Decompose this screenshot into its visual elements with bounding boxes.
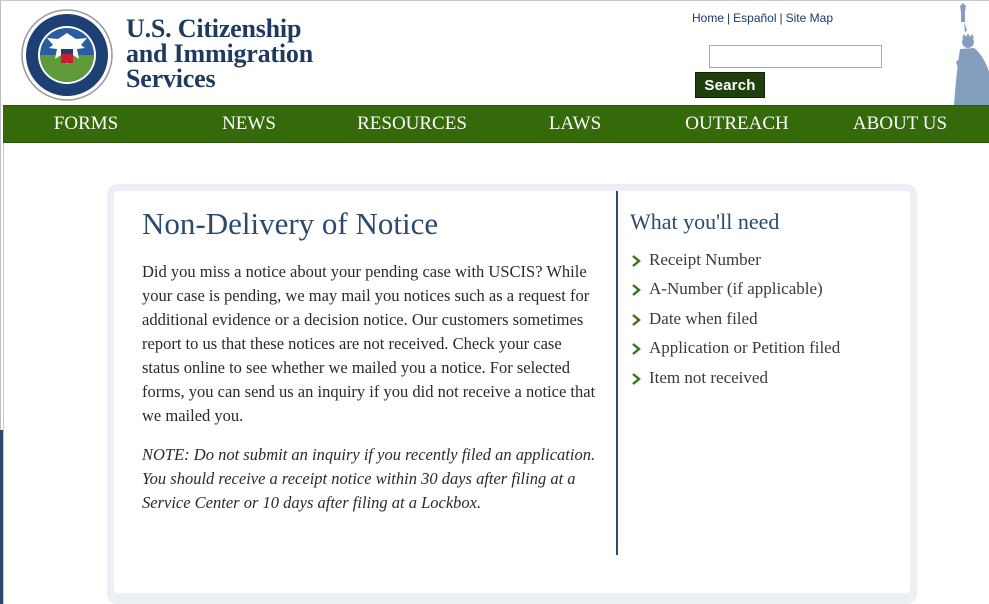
brand-line-1: U.S. Citizenship [126,14,302,43]
utility-links [692,11,833,25]
nav-laws[interactable]: LAWS [548,113,602,134]
dhs-seal-icon[interactable] [21,9,113,101]
brand-line-2: and Immigration [126,39,313,68]
statue-of-liberty-icon [938,2,989,105]
nav-resources[interactable]: RESOURCES [357,113,467,134]
home-link[interactable]: Home [692,11,725,25]
main-nav [3,105,989,143]
agency-name[interactable] [126,16,313,91]
note-paragraph: NOTE: Do not submit an inquiry if you recently filed an application. You should receive a receipt notice within 30 days after filing at a Service Center or 10 days after filing at a Lockbox. [142,445,596,512]
chevron-right-icon [631,373,641,385]
list-item-label: Date when filed [649,308,758,328]
chevron-right-icon [631,314,641,326]
list-item [630,306,840,335]
column-divider [616,191,618,555]
list-item-label: Application or Petition filed [649,338,841,358]
left-accent-bar [0,430,3,604]
intro-paragraph: Did you miss a notice about your pending case with USCIS? While your case is pending, we may mail you notices such as a request for additional evidence or a decision notice. Our customers sometimes report to us that these notices are not received. Check your case status online to see whether we mailed you a notice. For selected forms, you can send us an inquiry if you did not receive a notice that we mailed you. [142,262,596,425]
nav-about-us[interactable]: ABOUT US [852,113,948,134]
nav-outreach[interactable]: OUTREACH [685,113,789,134]
list-item [630,247,840,276]
chevron-right-icon [631,255,641,267]
chevron-right-icon [631,343,641,355]
list-item-label: A-Number (if applicable) [649,279,823,299]
search-input[interactable] [709,45,882,68]
requirements-list [630,247,840,394]
list-item-label: Receipt Number [649,250,761,269]
list-item [630,276,840,305]
espanol-link[interactable]: Español [733,11,777,25]
separator: | [779,11,783,25]
chevron-right-icon [631,284,641,296]
list-item [630,335,840,364]
nav-forms[interactable]: FORMS [53,113,119,134]
top-border [0,0,989,1]
page-title: Non-Delivery of Notice [142,206,439,241]
nav-news[interactable]: NEWS [222,113,276,134]
list-item-label: Item not received [649,367,768,387]
search-button[interactable]: Search [695,72,765,98]
separator: | [727,11,731,25]
site-map-link[interactable]: Site Map [785,11,833,25]
list-item [630,365,840,394]
brand-line-3: Services [126,64,216,93]
requirements-title: What you'll need [630,209,780,234]
